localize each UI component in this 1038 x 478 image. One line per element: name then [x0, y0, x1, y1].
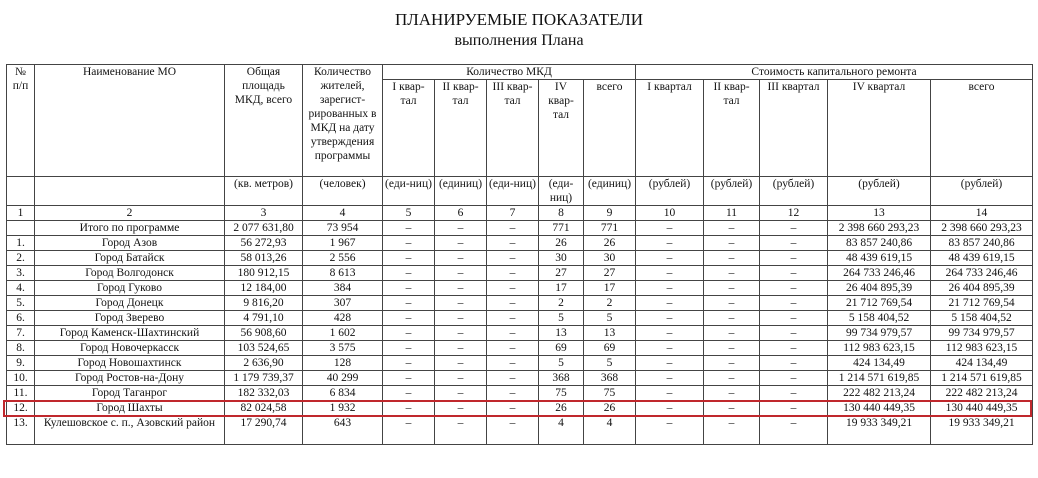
mkd-q3: –	[487, 296, 539, 311]
header-q2: II квар-тал	[435, 80, 487, 177]
mkd-q2: –	[435, 326, 487, 341]
header-name: Наименование МО	[35, 65, 225, 177]
header-cost-q3: III квартал	[760, 80, 828, 177]
cost-total: 48 439 619,15	[931, 251, 1033, 266]
mkd-q3: –	[487, 266, 539, 281]
unit-total: (единиц)	[584, 177, 636, 206]
header-q4: IV квар-тал	[539, 80, 584, 177]
cost-q4: 19 933 349,21	[828, 416, 931, 445]
mkd-q2: –	[435, 311, 487, 326]
municipality-name: Город Таганрог	[35, 386, 225, 401]
mkd-q4: 69	[539, 341, 584, 356]
cost-q4: 21 712 769,54	[828, 296, 931, 311]
mkd-q4: 75	[539, 386, 584, 401]
cost-q2: –	[704, 281, 760, 296]
total-area: 82 024,58	[225, 401, 303, 416]
mkd-total: 13	[584, 326, 636, 341]
document-title: ПЛАНИРУЕМЫЕ ПОКАЗАТЕЛИ	[394, 10, 644, 29]
cost-total: 83 857 240,86	[931, 236, 1033, 251]
mkd-q1: –	[383, 416, 435, 445]
mkd-q3: –	[487, 221, 539, 236]
residents: 1 932	[303, 401, 383, 416]
row-number: 6.	[7, 311, 35, 326]
total-area: 4 791,10	[225, 311, 303, 326]
mkd-q2: –	[435, 401, 487, 416]
residents: 6 834	[303, 386, 383, 401]
mkd-total: 30	[584, 251, 636, 266]
cost-total: 26 404 895,39	[931, 281, 1033, 296]
cost-q3: –	[760, 356, 828, 371]
cost-q3: –	[760, 386, 828, 401]
municipality-name: Кулешовское с. п., Азовский район	[35, 416, 225, 445]
cost-total: 1 214 571 619,85	[931, 371, 1033, 386]
mkd-q4: 26	[539, 236, 584, 251]
mkd-q2: –	[435, 296, 487, 311]
cost-q1: –	[636, 281, 704, 296]
mkd-q4: 17	[539, 281, 584, 296]
mkd-q3: –	[487, 251, 539, 266]
table-row	[7, 296, 1033, 311]
mkd-total: 4	[584, 416, 636, 445]
residents: 428	[303, 311, 383, 326]
unit-cost-q3: (рублей)	[760, 177, 828, 206]
cost-q4: 222 482 213,24	[828, 386, 931, 401]
header-num: № п/п	[7, 65, 35, 177]
mkd-q3: –	[487, 281, 539, 296]
mkd-q2: –	[435, 341, 487, 356]
cost-q2: –	[704, 326, 760, 341]
row-number: 11.	[7, 386, 35, 401]
mkd-q1: –	[383, 236, 435, 251]
row-number: 12.	[7, 401, 35, 416]
cost-q1: –	[636, 296, 704, 311]
column-number: 12	[760, 206, 828, 221]
unit-q4: (еди-ниц)	[539, 177, 584, 206]
mkd-total: 771	[584, 221, 636, 236]
cost-q4: 26 404 895,39	[828, 281, 931, 296]
table-row	[7, 401, 1033, 416]
mkd-q2: –	[435, 281, 487, 296]
cost-total: 130 440 449,35	[931, 401, 1033, 416]
cost-q1: –	[636, 416, 704, 445]
residents: 3 575	[303, 341, 383, 356]
column-number: 14	[931, 206, 1033, 221]
mkd-total: 75	[584, 386, 636, 401]
cost-q2: –	[704, 221, 760, 236]
column-number: 13	[828, 206, 931, 221]
column-number: 8	[539, 206, 584, 221]
municipality-name: Город Батайск	[35, 251, 225, 266]
mkd-q1: –	[383, 266, 435, 281]
cost-total: 21 712 769,54	[931, 296, 1033, 311]
unit-q3: (еди-ниц)	[487, 177, 539, 206]
residents: 1 967	[303, 236, 383, 251]
row-number	[7, 221, 35, 236]
total-row	[7, 221, 1033, 236]
column-number: 2	[35, 206, 225, 221]
cost-q3: –	[760, 296, 828, 311]
row-number: 2.	[7, 251, 35, 266]
table-row	[7, 341, 1033, 356]
header-total: всего	[584, 80, 636, 177]
cost-q3: –	[760, 236, 828, 251]
row-number: 7.	[7, 326, 35, 341]
row-number: 8.	[7, 341, 35, 356]
total-area: 9 816,20	[225, 296, 303, 311]
municipality-name: Город Донецк	[35, 296, 225, 311]
mkd-q3: –	[487, 326, 539, 341]
mkd-q1: –	[383, 356, 435, 371]
mkd-q4: 4	[539, 416, 584, 445]
cost-q4: 264 733 246,46	[828, 266, 931, 281]
mkd-total: 5	[584, 356, 636, 371]
mkd-q4: 5	[539, 311, 584, 326]
column-number: 1	[7, 206, 35, 221]
cost-total: 424 134,49	[931, 356, 1033, 371]
residents: 128	[303, 356, 383, 371]
row-number: 4.	[7, 281, 35, 296]
cost-q1: –	[636, 266, 704, 281]
column-number: 11	[704, 206, 760, 221]
mkd-q1: –	[383, 296, 435, 311]
cost-q1: –	[636, 236, 704, 251]
mkd-q3: –	[487, 401, 539, 416]
header-mkd-count: Количество МКД	[383, 65, 636, 80]
row-number: 9.	[7, 356, 35, 371]
municipality-name: Итого по программе	[35, 221, 225, 236]
header-residents: Количество жителей, зарегист-рированных в МКД на дату утверждения программы	[303, 65, 383, 177]
table-row	[7, 326, 1033, 341]
mkd-q1: –	[383, 326, 435, 341]
unit-q1: (еди-ниц)	[383, 177, 435, 206]
cost-q1: –	[636, 341, 704, 356]
mkd-total: 27	[584, 266, 636, 281]
mkd-q3: –	[487, 311, 539, 326]
cost-total: 222 482 213,24	[931, 386, 1033, 401]
column-number: 9	[584, 206, 636, 221]
cost-q1: –	[636, 386, 704, 401]
cost-total: 112 983 623,15	[931, 341, 1033, 356]
mkd-q4: 13	[539, 326, 584, 341]
total-area: 12 184,00	[225, 281, 303, 296]
residents: 73 954	[303, 221, 383, 236]
mkd-q4: 27	[539, 266, 584, 281]
mkd-total: 17	[584, 281, 636, 296]
municipality-name: Город Зверево	[35, 311, 225, 326]
cost-q1: –	[636, 326, 704, 341]
cost-q3: –	[760, 341, 828, 356]
table-row	[7, 266, 1033, 281]
cost-q1: –	[636, 221, 704, 236]
cost-q1: –	[636, 356, 704, 371]
residents: 307	[303, 296, 383, 311]
cost-q2: –	[704, 401, 760, 416]
unit-num	[7, 177, 35, 206]
column-number: 4	[303, 206, 383, 221]
indicators-table	[6, 64, 1033, 445]
mkd-total: 69	[584, 341, 636, 356]
total-area: 182 332,03	[225, 386, 303, 401]
mkd-q2: –	[435, 356, 487, 371]
mkd-total: 2	[584, 296, 636, 311]
cost-q3: –	[760, 281, 828, 296]
header-cost: Стоимость капитального ремонта	[636, 65, 1033, 80]
mkd-total: 5	[584, 311, 636, 326]
mkd-q3: –	[487, 371, 539, 386]
row-number: 10.	[7, 371, 35, 386]
mkd-q3: –	[487, 236, 539, 251]
mkd-q4: 30	[539, 251, 584, 266]
mkd-q1: –	[383, 371, 435, 386]
municipality-name: Город Гуково	[35, 281, 225, 296]
mkd-q1: –	[383, 251, 435, 266]
unit-area: (кв. метров)	[225, 177, 303, 206]
municipality-name: Город Волгодонск	[35, 266, 225, 281]
header-q1: I квар-тал	[383, 80, 435, 177]
cost-q3: –	[760, 311, 828, 326]
cost-q2: –	[704, 296, 760, 311]
row-number: 5.	[7, 296, 35, 311]
cost-q2: –	[704, 356, 760, 371]
column-number: 6	[435, 206, 487, 221]
cost-q2: –	[704, 236, 760, 251]
cost-q4: 424 134,49	[828, 356, 931, 371]
cost-q3: –	[760, 251, 828, 266]
total-area: 56 908,60	[225, 326, 303, 341]
unit-residents: (человек)	[303, 177, 383, 206]
municipality-name: Город Азов	[35, 236, 225, 251]
row-number: 3.	[7, 266, 35, 281]
mkd-q2: –	[435, 251, 487, 266]
mkd-q3: –	[487, 341, 539, 356]
municipality-name: Город Новошахтинск	[35, 356, 225, 371]
cost-q1: –	[636, 251, 704, 266]
cost-total: 2 398 660 293,23	[931, 221, 1033, 236]
mkd-q1: –	[383, 281, 435, 296]
cost-total: 99 734 979,57	[931, 326, 1033, 341]
municipality-name: Город Шахты	[35, 401, 225, 416]
mkd-total: 368	[584, 371, 636, 386]
column-number: 7	[487, 206, 539, 221]
mkd-q1: –	[383, 221, 435, 236]
residents: 8 613	[303, 266, 383, 281]
cost-q2: –	[704, 311, 760, 326]
residents: 2 556	[303, 251, 383, 266]
mkd-q4: 771	[539, 221, 584, 236]
cost-q4: 99 734 979,57	[828, 326, 931, 341]
total-area: 56 272,93	[225, 236, 303, 251]
cost-q3: –	[760, 371, 828, 386]
mkd-q1: –	[383, 401, 435, 416]
table-row	[7, 281, 1033, 296]
mkd-q1: –	[383, 386, 435, 401]
cost-q2: –	[704, 416, 760, 445]
table-row	[7, 251, 1033, 266]
table-row	[7, 416, 1033, 445]
cost-q3: –	[760, 266, 828, 281]
table-row	[7, 386, 1033, 401]
column-number: 10	[636, 206, 704, 221]
mkd-q3: –	[487, 416, 539, 445]
cost-total: 264 733 246,46	[931, 266, 1033, 281]
residents: 40 299	[303, 371, 383, 386]
cost-q2: –	[704, 266, 760, 281]
cost-q1: –	[636, 401, 704, 416]
unit-cost-q1: (рублей)	[636, 177, 704, 206]
mkd-q2: –	[435, 386, 487, 401]
document-subtitle: выполнения Плана	[454, 32, 584, 49]
mkd-total: 26	[584, 236, 636, 251]
mkd-q2: –	[435, 221, 487, 236]
mkd-q2: –	[435, 371, 487, 386]
cost-q2: –	[704, 386, 760, 401]
cost-q3: –	[760, 326, 828, 341]
total-area: 180 912,15	[225, 266, 303, 281]
cost-q4: 112 983 623,15	[828, 341, 931, 356]
total-area: 1 179 739,37	[225, 371, 303, 386]
cost-q4: 130 440 449,35	[828, 401, 931, 416]
cost-q4: 83 857 240,86	[828, 236, 931, 251]
row-number: 13.	[7, 416, 35, 445]
column-number: 3	[225, 206, 303, 221]
cost-q3: –	[760, 221, 828, 236]
column-number-row	[7, 206, 1033, 221]
mkd-q4: 2	[539, 296, 584, 311]
cost-q2: –	[704, 371, 760, 386]
mkd-q2: –	[435, 236, 487, 251]
table-row	[7, 356, 1033, 371]
total-area: 103 524,65	[225, 341, 303, 356]
unit-name	[35, 177, 225, 206]
cost-q4: 5 158 404,52	[828, 311, 931, 326]
cost-q3: –	[760, 416, 828, 445]
unit-cost-total: (рублей)	[931, 177, 1033, 206]
cost-q1: –	[636, 311, 704, 326]
total-area: 2 077 631,80	[225, 221, 303, 236]
cost-q3: –	[760, 401, 828, 416]
mkd-q3: –	[487, 386, 539, 401]
header-cost-total: всего	[931, 80, 1033, 177]
table-row	[7, 371, 1033, 386]
cost-q4: 1 214 571 619,85	[828, 371, 931, 386]
total-area: 17 290,74	[225, 416, 303, 445]
mkd-q3: –	[487, 356, 539, 371]
mkd-q4: 5	[539, 356, 584, 371]
municipality-name: Город Каменск-Шахтинский	[35, 326, 225, 341]
cost-total: 19 933 349,21	[931, 416, 1033, 445]
unit-cost-q4: (рублей)	[828, 177, 931, 206]
municipality-name: Город Новочеркасск	[35, 341, 225, 356]
header-area: Общая площадь МКД, всего	[225, 65, 303, 177]
residents: 1 602	[303, 326, 383, 341]
cost-q4: 2 398 660 293,23	[828, 221, 931, 236]
header-cost-q2: II квар-тал	[704, 80, 760, 177]
mkd-total: 26	[584, 401, 636, 416]
mkd-q2: –	[435, 266, 487, 281]
header-cost-q1: I квартал	[636, 80, 704, 177]
mkd-q1: –	[383, 311, 435, 326]
column-number: 5	[383, 206, 435, 221]
cost-q2: –	[704, 341, 760, 356]
header-q3: III квар-тал	[487, 80, 539, 177]
mkd-q4: 368	[539, 371, 584, 386]
residents: 384	[303, 281, 383, 296]
cost-q1: –	[636, 371, 704, 386]
mkd-q4: 26	[539, 401, 584, 416]
residents: 643	[303, 416, 383, 445]
table-row	[7, 236, 1033, 251]
mkd-q2: –	[435, 416, 487, 445]
cost-q4: 48 439 619,15	[828, 251, 931, 266]
cost-total: 5 158 404,52	[931, 311, 1033, 326]
mkd-q1: –	[383, 341, 435, 356]
table-row	[7, 311, 1033, 326]
unit-q2: (единиц)	[435, 177, 487, 206]
cost-q2: –	[704, 251, 760, 266]
header-cost-q4: IV квартал	[828, 80, 931, 177]
total-area: 2 636,90	[225, 356, 303, 371]
unit-cost-q2: (рублей)	[704, 177, 760, 206]
row-number: 1.	[7, 236, 35, 251]
municipality-name: Город Ростов-на-Дону	[35, 371, 225, 386]
total-area: 58 013,26	[225, 251, 303, 266]
